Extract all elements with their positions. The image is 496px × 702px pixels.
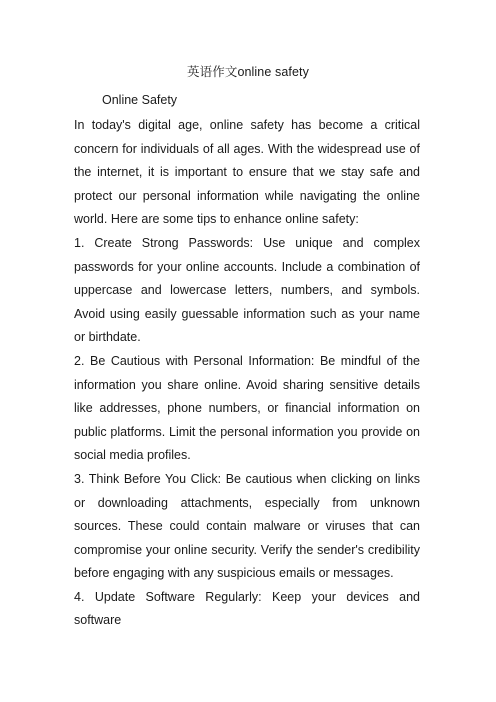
document-title: 英语作文online safety	[187, 65, 309, 79]
essay-heading: Online Safety	[102, 93, 178, 107]
tip-paragraph-2: 2. Be Cautious with Personal Information: Be mindful of the information you share online. Avoid sharing sensitive details like addresses, phone numbers, or financial information on public platforms. Limit the personal information you provide on social media profiles.	[74, 353, 420, 463]
tip-paragraph-3: 3. Think Before You Click: Be cautious when clicking on links or downloading attachments, especially from unknown sources. These could contain malware or viruses that can compromise your online security. Verify the sender's credibility before engaging with any suspicious emails or messages.	[74, 471, 420, 581]
intro-paragraph: In today's digital age, online safety has become a critical concern for individuals of all ages. With the widespread use of the internet, it is important to ensure that we stay safe and protect our personal information while navigating the online world. Here are some tips to enhance online safety:	[74, 118, 420, 227]
tip-paragraph-1: 1. Create Strong Passwords: Use unique and complex passwords for your online accounts. Include a combination of uppercase and lowercase letters, numbers, and symbols. Avoid using easily guessable information such as your name or birthdate.	[74, 235, 420, 345]
tip-paragraph-4: 4. Update Software Regularly: Keep your devices and software	[74, 589, 420, 628]
essay-body	[74, 114, 420, 633]
